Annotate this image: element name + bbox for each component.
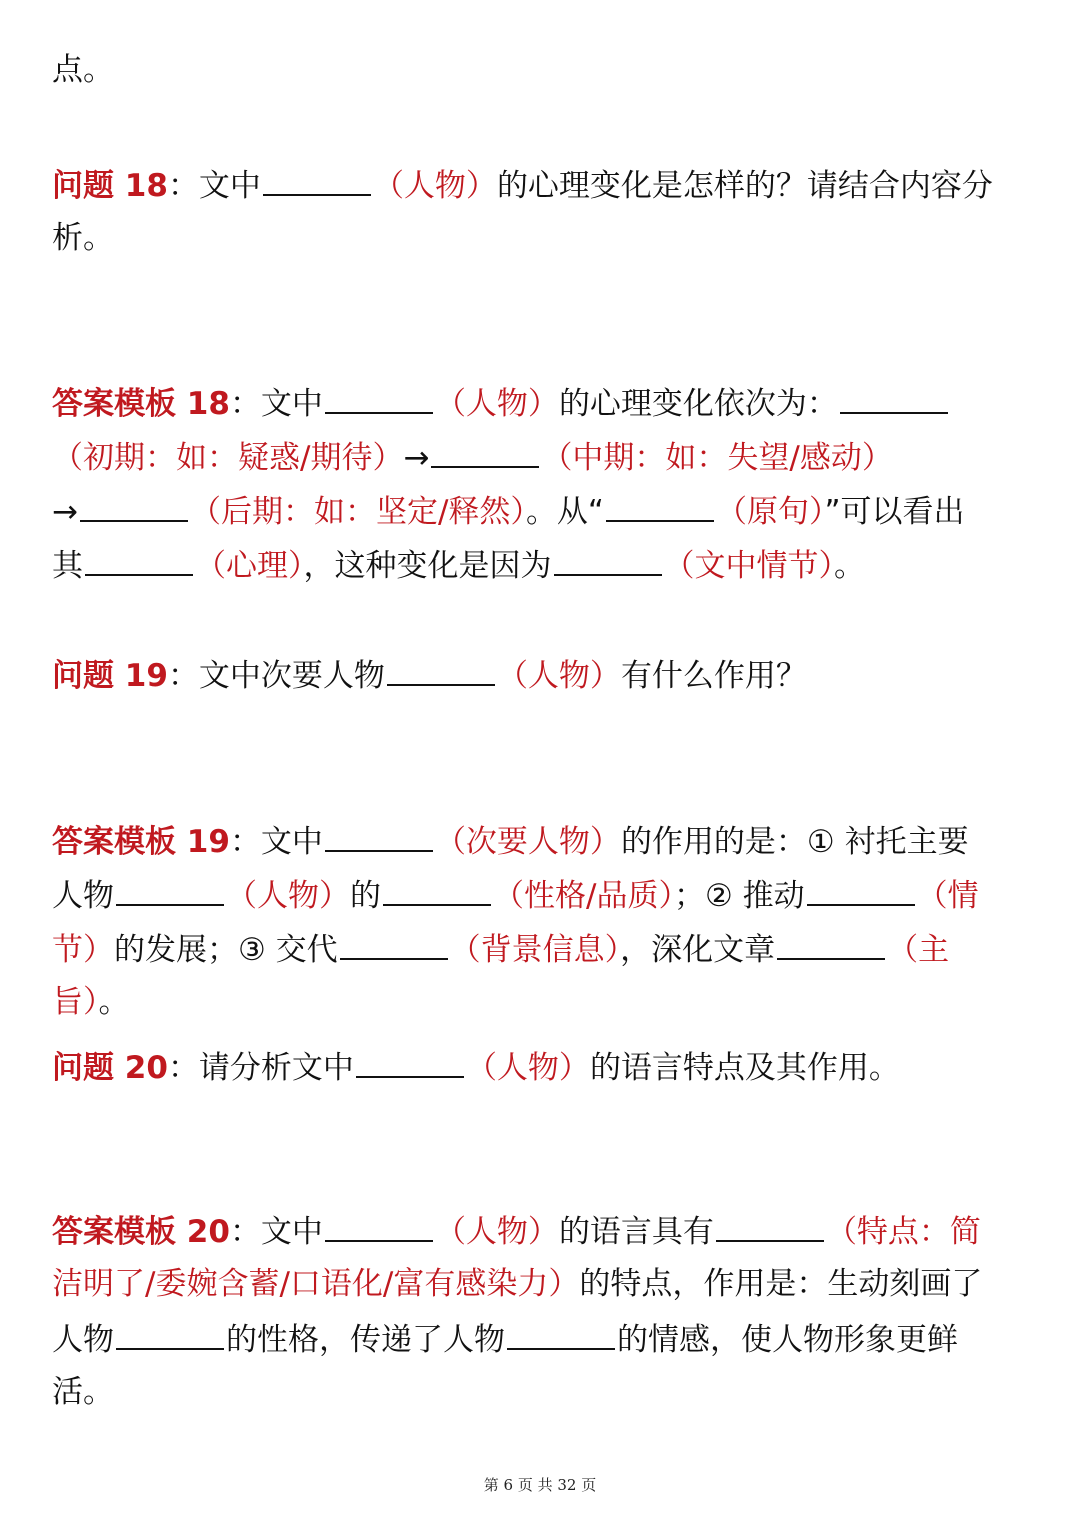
fill-blank (116, 1318, 224, 1350)
answer-18-line-2: （初期：如：疑惑/期待）→ （中期：如：失望/感动） (52, 436, 1032, 478)
fill-blank (325, 1210, 433, 1242)
answer-18-line-1: 答案模板 18：文中 （人物）的心理变化依次为： (52, 382, 1032, 424)
answer-20-label: 答案模板 20 (52, 1214, 230, 1250)
fill-blank (80, 490, 188, 522)
answer-19-line-2: 人物 （人物）的 （性格/品质）；② 推动 （情 (52, 874, 1032, 916)
answer-18-line-4: 其 （心理），这种变化是因为 （文中情节）。 (52, 544, 1032, 586)
fill-blank (116, 874, 224, 906)
answer-19-line-3: 节）的发展；③ 交代 （背景信息），深化文章 （主 (52, 928, 1032, 970)
question-19-label: 问题 19 (52, 658, 168, 694)
fill-blank (263, 164, 371, 196)
question-18-line-1: 问题 18：文中 （人物）的心理变化是怎样的？请结合内容分 (52, 164, 1032, 206)
fill-blank (840, 382, 948, 414)
answer-20-line-4: 活。 (52, 1374, 114, 1410)
fill-blank (356, 1046, 464, 1078)
fill-blank (387, 654, 495, 686)
question-19-line-1: 问题 19：文中次要人物 （人物）有什么作用？ (52, 654, 1032, 696)
answer-20-line-3: 人物 的性格，传递了人物 的情感，使人物形象更鲜 (52, 1318, 1032, 1360)
continued-text: 点。 (52, 52, 114, 88)
question-20-line-1: 问题 20：请分析文中 （人物）的语言特点及其作用。 (52, 1046, 1032, 1088)
fill-blank (807, 874, 915, 906)
page-number-footer: 第 6 页 共 32 页 (483, 1476, 597, 1494)
fill-blank (431, 436, 539, 468)
fill-blank (325, 382, 433, 414)
fill-blank (383, 874, 491, 906)
question-20-label: 问题 20 (52, 1050, 168, 1086)
fill-blank (340, 928, 448, 960)
fill-blank (325, 820, 433, 852)
answer-18-line-3: → （后期：如：坚定/释然）。从“ （原句）”可以看出 (52, 490, 1032, 532)
answer-19-label: 答案模板 19 (52, 824, 230, 860)
question-18-label: 问题 18 (52, 168, 168, 204)
question-18-line-2: 析。 (52, 220, 114, 256)
answer-20-line-1: 答案模板 20：文中 （人物）的语言具有 （特点：简 (52, 1210, 1032, 1252)
answer-18-label: 答案模板 18 (52, 386, 230, 422)
fill-blank (777, 928, 885, 960)
answer-20-line-2: 洁明了/委婉含蓄/口语化/富有感染力）的特点，作用是：生动刻画了 (52, 1266, 983, 1302)
fill-blank (507, 1318, 615, 1350)
fill-blank (554, 544, 662, 576)
fill-blank (85, 544, 193, 576)
answer-19-line-4: 旨）。 (52, 984, 130, 1020)
answer-19-line-1: 答案模板 19：文中 （次要人物）的作用的是：① 衬托主要 (52, 820, 1032, 862)
fill-blank (716, 1210, 824, 1242)
fill-blank (606, 490, 714, 522)
